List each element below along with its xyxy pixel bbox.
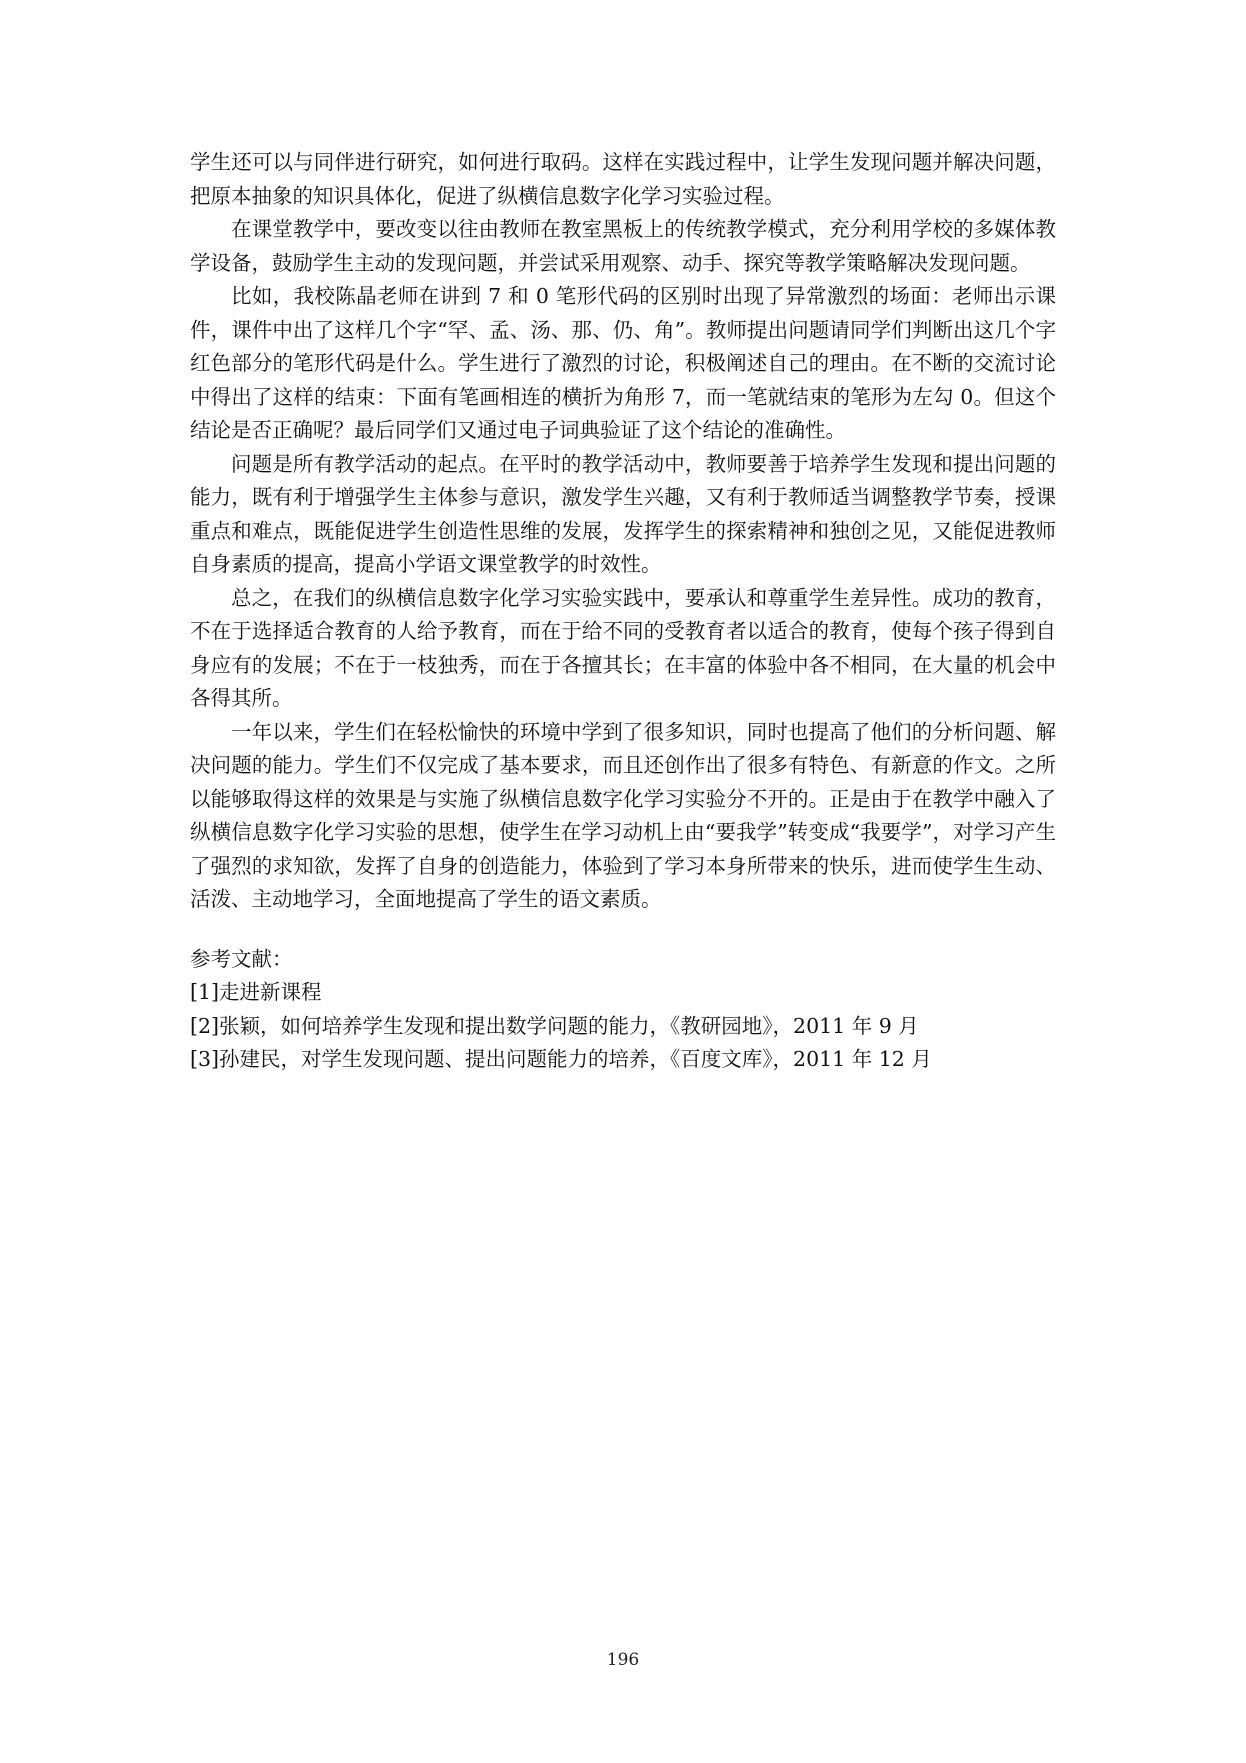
paragraph-2: 在课堂教学中，要改变以往由教师在教室黑板上的传统教学模式，充分利用学校的多媒体教学设备，鼓励学生主动的发现问题，并尝试采用观察、动手、探究等教学策略解决发现问题。 <box>190 217 1056 275</box>
paragraph-3: 比如，我校陈晶老师在讲到 7 和 0 笔形代码的区别时出现了异常激烈的场面：老师出示课件，课件中出了这样几个字“罕、孟、汤、那、仍、角”。教师提出问题请同学们判断出这几个字红色部分的笔形代码是什么。学生进行了激烈的讨论，积极阐述自己的理由。在不断的交流讨论中得出了这样的结束：下面有笔画相连的横折为角形 7，而一笔就结束的笔形为左勾 0。但这个结论是否正确呢？最后同学们又通过电子词典验证了这个结论的准确性。 <box>190 284 1056 442</box>
paragraph-5: 总之，在我们的纵横信息数字化学习实验实践中，要承认和尊重学生差异性。成功的教育，不在于选择适合教育的人给予教育，而在于给不同的受教育者以适合的教育，使每个孩子得到自身应有的发展；不在于一枝独秀，而在于各擅其长；在丰富的体验中各不相同，在大量的机会中各得其所。 <box>190 585 1056 710</box>
page-number: 196 <box>606 1650 640 1670</box>
reference-item-3: [3]孙建民，对学生发现问题、提出问题能力的培养，《百度文库》，2011 年 12 月 <box>190 1047 932 1071</box>
reference-item-1: [1]走进新课程 <box>190 980 322 1004</box>
paragraph-1: 学生还可以与同伴进行研究，如何进行取码。这样在实践过程中，让学生发现问题并解决问题，把原本抽象的知识具体化，促进了纵横信息数字化学习实验过程。 <box>190 150 1056 208</box>
paragraph-4: 问题是所有教学活动的起点。在平时的教学活动中，教师要善于培养学生发现和提出问题的能力，既有利于增强学生主体参与意识，激发学生兴趣，又有利于教师适当调整教学节奏，授课重点和难点，既能促进学生创造性思维的发展，发挥学生的探索精神和独创之见，又能促进教师自身素质的提高，提高小学语文课堂教学的时效性。 <box>190 451 1056 576</box>
references-heading: 参考文献： <box>190 946 293 971</box>
paragraph-6: 一年以来，学生们在轻松愉快的环境中学到了很多知识，同时也提高了他们的分析问题、解决问题的能力。学生们不仅完成了基本要求，而且还创作出了很多有特色、有新意的作文。之所以能够取得这样的效果是与实施了纵横信息数字化学习实验分不开的。正是由于在教学中融入了纵横信息数字化学习实验的思想，使学生在学习动机上由“要我学”转变成“我要学”，对学习产生了强烈的求知欲，发挥了自身的创造能力，体验到了学习本身所带来的快乐，进而使学生生动、活泼、主动地学习，全面地提高了学生的语文素质。 <box>190 719 1056 911</box>
page-content <box>190 146 1056 1077</box>
reference-item-2: [2]张颖，如何培养学生发现和提出数学问题的能力，《教研园地》，2011 年 9 月 <box>190 1013 919 1038</box>
references-section <box>190 943 1056 1077</box>
